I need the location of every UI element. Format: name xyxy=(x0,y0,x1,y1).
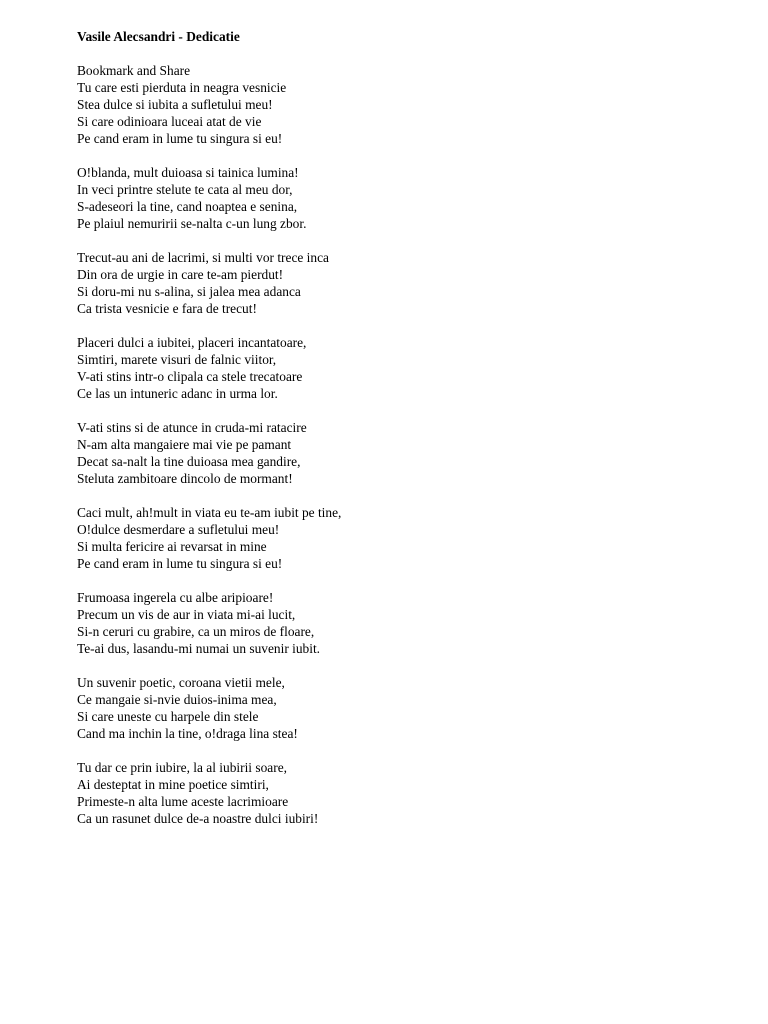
poem-line: Si care odinioara luceai atat de vie xyxy=(77,114,262,129)
poem-line: Tu dar ce prin iubire, la al iubirii soare, xyxy=(77,760,287,775)
poem-line: Ce las un intuneric adanc in urma lor. xyxy=(77,386,278,401)
poem-line: Cand ma inchin la tine, o!draga lina stea! xyxy=(77,726,298,741)
poem-line: Caci mult, ah!mult in viata eu te-am iubit pe tine, xyxy=(77,505,342,520)
poem-line: Ca trista vesnicie e fara de trecut! xyxy=(77,301,257,316)
poem-line: Ce mangaie si-nvie duios-inima mea, xyxy=(77,692,277,707)
poem-line: V-ati stins si de atunce in cruda-mi ratacire xyxy=(77,420,307,435)
poem-line: Si care uneste cu harpele din stele xyxy=(77,709,259,724)
document-page xyxy=(77,28,717,844)
poem-line: Un suvenir poetic, coroana vietii mele, xyxy=(77,675,285,690)
poem-line: Frumoasa ingerela cu albe aripioare! xyxy=(77,590,274,605)
poem-line: Pe cand eram in lume tu singura si eu! xyxy=(77,131,283,146)
poem-stanza xyxy=(77,334,717,402)
poem-stanza xyxy=(77,674,717,742)
poem-stanza xyxy=(77,164,717,232)
poem-body xyxy=(77,62,717,827)
poem-line: N-am alta mangaiere mai vie pe pamant xyxy=(77,437,292,452)
poem-stanza xyxy=(77,249,717,317)
poem-line: S-adeseori la tine, cand noaptea e senina, xyxy=(77,199,298,214)
poem-line: Te-ai dus, lasandu-mi numai un suvenir iubit. xyxy=(77,641,321,656)
poem-line: Din ora de urgie in care te-am pierdut! xyxy=(77,267,284,282)
spacer xyxy=(77,45,717,62)
poem-line: Ca un rasunet dulce de-a noastre dulci iubiri! xyxy=(77,811,319,826)
poem-line: Simtiri, marete visuri de falnic viitor, xyxy=(77,352,277,367)
poem-stanza xyxy=(77,759,717,827)
poem-line: Pe cand eram in lume tu singura si eu! xyxy=(77,556,283,571)
poem-line: Steluta zambitoare dincolo de mormant! xyxy=(77,471,293,486)
poem-line: Si multa fericire ai revarsat in mine xyxy=(77,539,267,554)
poem-line: Stea dulce si iubita a sufletului meu! xyxy=(77,97,273,112)
poem-line: Primeste-n alta lume aceste lacrimioare xyxy=(77,794,289,809)
poem-line: Pe plaiul nemuririi se-nalta c-un lung zbor. xyxy=(77,216,307,231)
poem-stanza xyxy=(77,589,717,657)
poem-line: In veci printre stelute te cata al meu dor, xyxy=(77,182,293,197)
poem-line: Precum un vis de aur in viata mi-ai lucit, xyxy=(77,607,296,622)
poem-stanza xyxy=(77,62,717,147)
poem-line: Trecut-au ani de lacrimi, si multi vor trece inca xyxy=(77,250,329,265)
poem-stanza xyxy=(77,504,717,572)
poem-line: Si doru-mi nu s-alina, si jalea mea adanca xyxy=(77,284,301,299)
poem-line: Decat sa-nalt la tine duioasa mea gandire, xyxy=(77,454,301,469)
poem-line: Placeri dulci a iubitei, placeri incantatoare, xyxy=(77,335,307,350)
poem-line: O!dulce desmerdare a sufletului meu! xyxy=(77,522,280,537)
poem-line: O!blanda, mult duioasa si tainica lumina! xyxy=(77,165,299,180)
poem-stanza xyxy=(77,419,717,487)
poem-title: Vasile Alecsandri - Dedicatie xyxy=(77,29,240,44)
poem-line: Tu care esti pierduta in neagra vesnicie xyxy=(77,80,287,95)
poem-line: Si-n ceruri cu grabire, ca un miros de floare, xyxy=(77,624,315,639)
poem-line: Bookmark and Share xyxy=(77,63,191,78)
poem-line: V-ati stins intr-o clipala ca stele trecatoare xyxy=(77,369,303,384)
poem-line: Ai desteptat in mine poetice simtiri, xyxy=(77,777,269,792)
